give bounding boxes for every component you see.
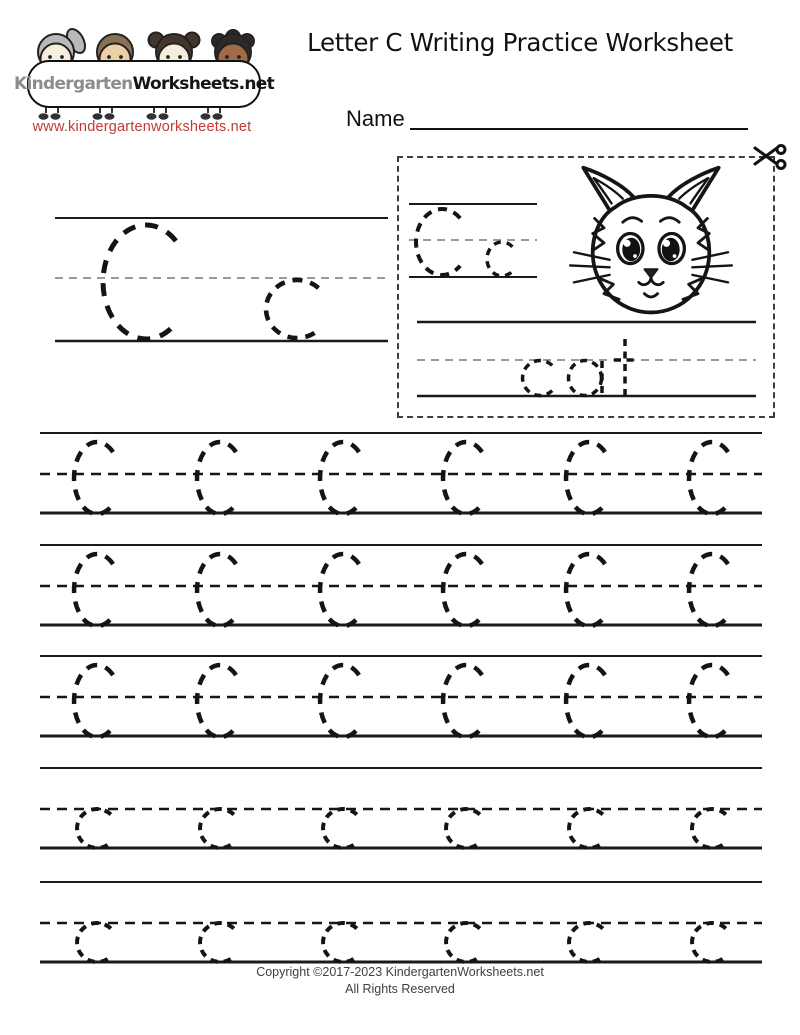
traceable-letter-c: [323, 809, 357, 848]
traceable-letter-C: [320, 442, 359, 514]
traceable-letter-C: [443, 554, 482, 626]
traceable-letter-C: [566, 554, 605, 626]
traceable-letter-c: [692, 809, 726, 848]
practice-row-guide: [0, 421, 800, 521]
traceable-letter-C: [689, 442, 728, 514]
traceable-letter-c: [266, 280, 318, 338]
traceable-letter-a: [569, 361, 602, 396]
traceable-letter-c: [77, 923, 111, 962]
footer: [0, 964, 800, 998]
practice-row-guide: [0, 756, 800, 856]
practice-row-guide: [0, 533, 800, 633]
traceable-letter-c: [77, 809, 111, 848]
scissors-icon: [753, 144, 789, 170]
traceable-letter-C: [566, 442, 605, 514]
traceable-letter-C: [74, 665, 113, 737]
traceable-letter-c: [692, 923, 726, 962]
demo-letters-guide: [40, 205, 400, 350]
practice-row-upper-3: [0, 644, 800, 744]
practice-row-upper-2: [0, 533, 800, 633]
logo-brand-part1: Kindergarten: [13, 74, 133, 94]
page-title: Letter C Writing Practice Worksheet: [307, 28, 733, 57]
practice-row-guide: [0, 870, 800, 970]
traceable-letter-c: [569, 923, 603, 962]
footer-rights: All Rights Reserved: [345, 982, 455, 996]
traceable-letter-C: [689, 665, 728, 737]
traceable-letter-C: [320, 554, 359, 626]
traceable-letter-C: [197, 554, 236, 626]
traceable-letter-C: [103, 225, 176, 339]
practice-row-lower-4: [0, 756, 800, 856]
practice-row-lower-5: [0, 870, 800, 970]
practice-row-guide: [0, 644, 800, 744]
practice-row-upper-1: [0, 421, 800, 521]
traceable-letter-C: [416, 209, 460, 275]
traceable-letter-C: [443, 665, 482, 737]
traceable-letter-c: [446, 923, 480, 962]
logo-url-text: www.kindergartenworksheets.net: [32, 119, 252, 135]
traceable-letter-c: [569, 809, 603, 848]
traceable-letter-C: [689, 554, 728, 626]
name-blank-line: [410, 128, 748, 130]
cutout-card: [397, 156, 775, 418]
traceable-letter-C: [74, 554, 113, 626]
logo-brand-part2: Worksheets.net: [132, 74, 275, 94]
traceable-letter-C: [74, 442, 113, 514]
traceable-letter-c: [487, 242, 512, 276]
traceable-letter-C: [320, 665, 359, 737]
traceable-letter-c: [200, 809, 234, 848]
traceable-letter-c: [523, 361, 553, 396]
traceable-letter-C: [197, 442, 236, 514]
traceable-letter-c: [446, 809, 480, 848]
footer-copyright: Copyright ©2017-2023 KindergartenWorksheets.net: [256, 965, 544, 979]
logo-brand-box: [13, 60, 275, 108]
traceable-letter-c: [200, 923, 234, 962]
traceable-letter-C: [443, 442, 482, 514]
cat-face-illustration: [557, 162, 745, 320]
traceable-letter-C: [566, 665, 605, 737]
traceable-letter-c: [323, 923, 357, 962]
traceable-letter-C: [197, 665, 236, 737]
name-label: Name: [346, 106, 405, 131]
